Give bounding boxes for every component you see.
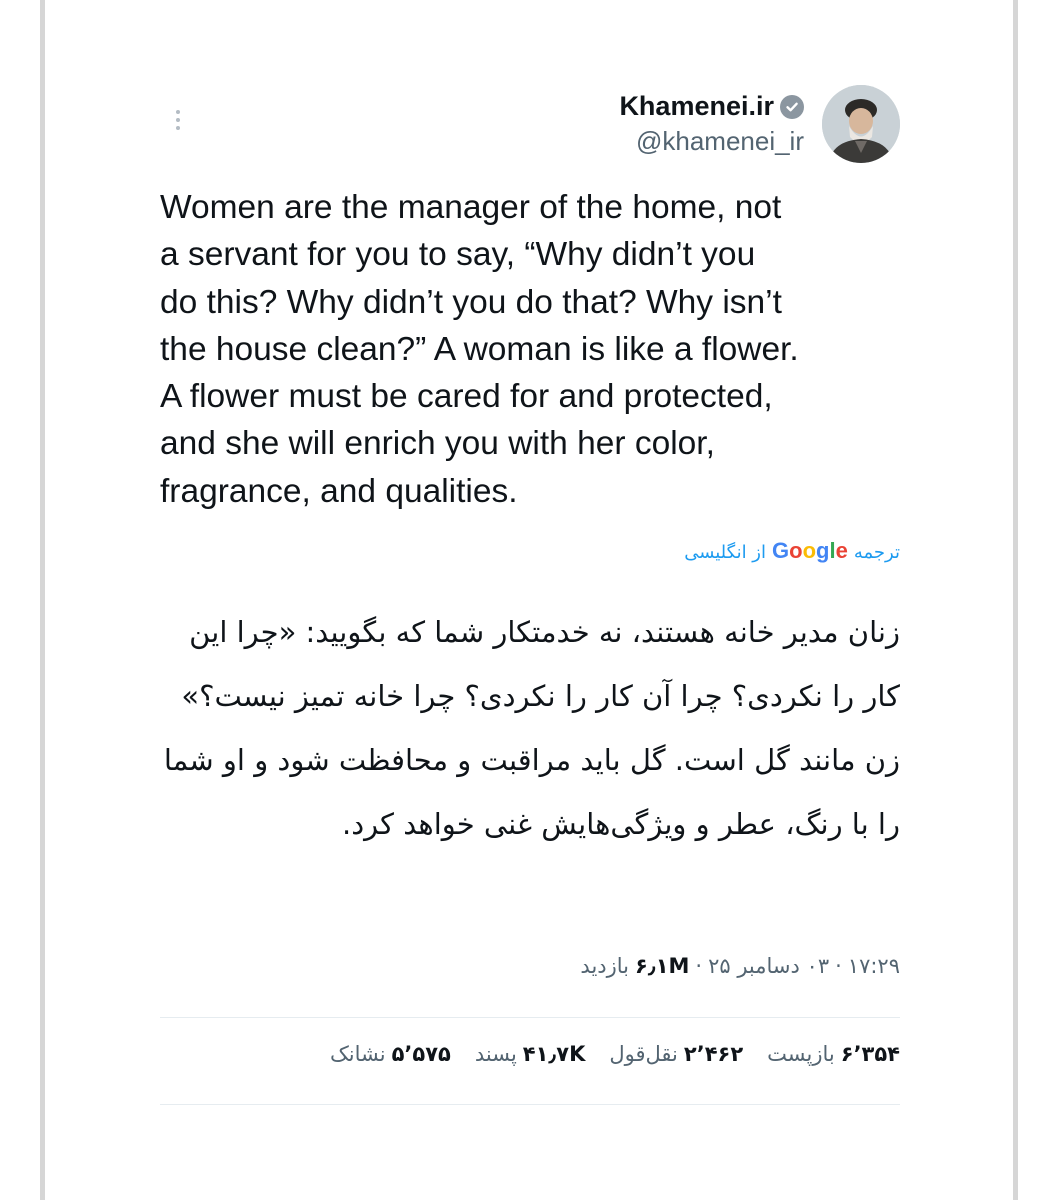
divider [160, 1104, 900, 1105]
likes-stat[interactable]: ۴۱٫۷K پسند [474, 1042, 586, 1066]
reposts-stat[interactable]: ۶٬۳۵۴ بازپست [767, 1042, 900, 1066]
more-options-button[interactable] [168, 106, 188, 134]
translation-source: از انگلیسی [684, 542, 767, 563]
translation-attribution[interactable] [684, 538, 900, 564]
tweet-text-english: Women are the manager of the home, not a servant for you to say, “Why didn’t you do this? Why didn’t you do that? Why isn’t the house clean?” A woman is like a flower. A flower must be cared for and protected, and she will enrich you with her color, fragrance, and qualities. [160, 189, 799, 510]
tweet-header [619, 84, 900, 164]
views-label: بازدید [580, 954, 630, 978]
display-name[interactable]: Khamenei.ir [619, 91, 774, 121]
frame-border-left [40, 0, 45, 1200]
frame-border-right [1013, 0, 1018, 1200]
google-logo: Google [772, 538, 848, 563]
views-count: ۶٫۱M [635, 954, 690, 978]
avatar[interactable] [822, 85, 900, 163]
quotes-stat[interactable]: ۲٬۴۶۲ نقل‌قول [609, 1042, 744, 1066]
author-names [619, 91, 804, 157]
verified-badge-icon [780, 95, 804, 119]
more-vertical-icon [176, 110, 180, 114]
tweet-card [160, 80, 900, 1120]
divider [160, 1017, 900, 1018]
tweet-meta: ۱۷:۲۹ · ۰۳ دسامبر ۲۵ · ۶٫۱M بازدید [580, 954, 900, 978]
engagement-stats [330, 1042, 900, 1066]
tweet-text-persian: زنان مدیر خانه هستند، نه خدمتکار شما که بگویید: «چرا این کار را نکردی؟ چرا آن کار را نکردی؟ چرا خانه تمیز نیست؟» زن مانند گل است. گل باید مراقبت و محافظت شود و او شما را با رنگ، عطر و ویژگی‌هایش غنی خواهد کرد. [163, 615, 900, 841]
translation-prefix: ترجمه [853, 542, 900, 563]
tweet-date[interactable]: ۰۳ دسامبر ۲۵ [708, 954, 830, 978]
user-handle[interactable]: @khamenei_ir [635, 126, 804, 156]
tweet-time[interactable]: ۱۷:۲۹ [847, 954, 900, 978]
bookmarks-stat[interactable]: ۵٬۵۷۵ نشانک [329, 1042, 451, 1066]
